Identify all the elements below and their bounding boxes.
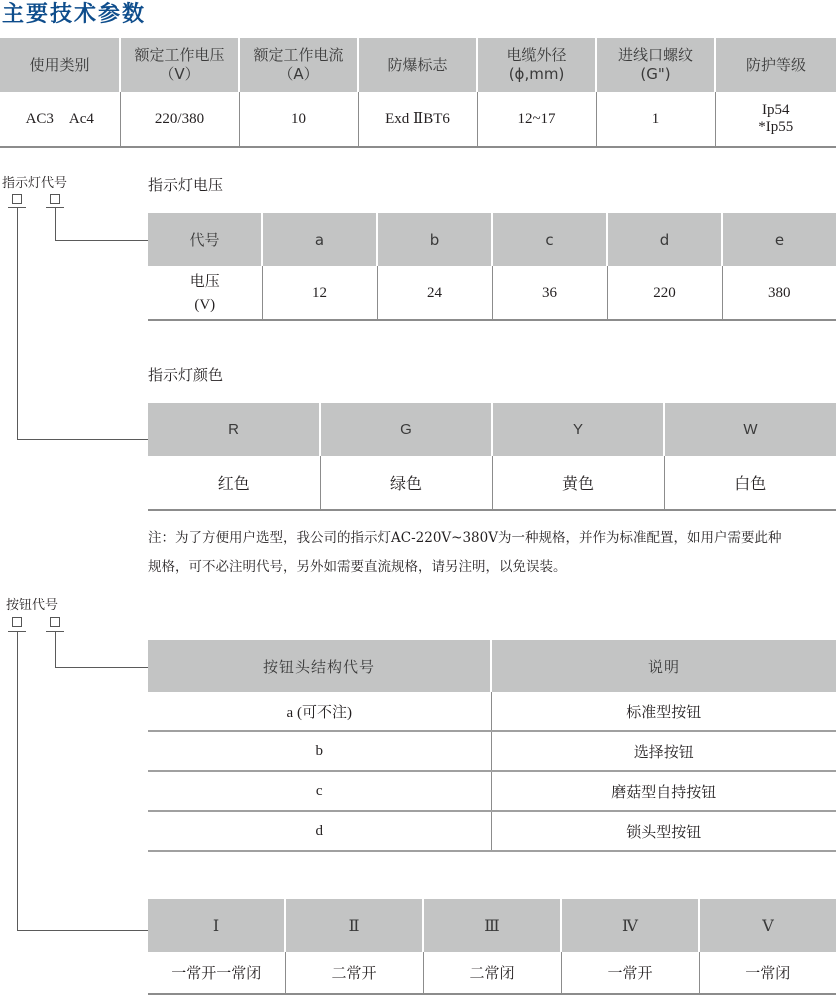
spec-header-cell: 电缆外径 (ϕ,mm) — [477, 38, 596, 92]
spec-value-cell: 220/380 — [120, 92, 239, 147]
spec-header-cell: 额定工作电压 （V） — [120, 38, 239, 92]
contact-value-cell: 二常闭 — [423, 952, 561, 994]
indicator-voltage-table — [148, 213, 836, 321]
voltage-header-row — [148, 213, 836, 266]
color-value-cell: 红色 — [148, 456, 320, 510]
spec-value-cell: 10 — [239, 92, 358, 147]
voltage-value-cell: 380 — [722, 266, 836, 320]
color-header-cell: R — [148, 403, 320, 456]
spec-value-cell: AC3 Ac4 — [0, 92, 120, 147]
indicator-color-table — [148, 403, 836, 511]
voltage-value-cell: 12 — [262, 266, 377, 320]
button-code-box-1 — [12, 617, 22, 627]
color-section-title: 指示灯颜色 — [148, 366, 224, 384]
page-title: 主要技术参数 — [2, 2, 147, 27]
indicator-note: 注：为了方便用户选型，我公司的指示灯AC-220V~380V为一种规格，并作为标准配置，如用户需要此种 规格，可不必注明代号，另外如需要直流规格，请另注明，以免误装。 — [148, 530, 782, 575]
contact-value-cell: 一常闭 — [699, 952, 836, 994]
connector-line — [17, 930, 148, 931]
button-structure-row — [148, 692, 836, 731]
contact-value-row — [148, 952, 836, 994]
color-header-cell: Y — [492, 403, 664, 456]
spec-header-row — [0, 38, 836, 92]
spec-header-cell: 防护等级 — [715, 38, 836, 92]
contact-value-cell: 一常开 — [561, 952, 699, 994]
spec-header-cell: 额定工作电流 （A） — [239, 38, 358, 92]
button-contact-table — [148, 899, 836, 995]
voltage-row-label: 电压 (V) — [148, 266, 262, 320]
spec-table — [0, 38, 836, 148]
button-structure-code: b — [148, 731, 491, 771]
connector-line — [17, 631, 18, 931]
color-value-cell: 黄色 — [492, 456, 664, 510]
connector-line — [55, 207, 56, 240]
voltage-header-cell: c — [492, 213, 607, 266]
button-structure-header-cell: 说明 — [491, 640, 836, 692]
indicator-code-label: 指示灯代号 — [2, 176, 68, 191]
button-structure-row — [148, 811, 836, 851]
color-header-cell: G — [320, 403, 492, 456]
voltage-value-cell: 36 — [492, 266, 607, 320]
spec-value-cell: 12~17 — [477, 92, 596, 147]
connector-line — [17, 439, 148, 440]
contact-header-cell: Ⅳ — [561, 899, 699, 952]
spec-header-cell: 防爆标志 — [358, 38, 477, 92]
button-structure-header-cell: 按钮头结构代号 — [148, 640, 491, 692]
connector-line — [17, 207, 18, 439]
voltage-value-cell: 24 — [377, 266, 492, 320]
voltage-header-cell: e — [722, 213, 836, 266]
spec-value-cell: Ip54 *Ip55 — [715, 92, 836, 147]
contact-header-cell: Ⅲ — [423, 899, 561, 952]
color-header-row — [148, 403, 836, 456]
button-structure-code: a (可不注) — [148, 692, 491, 731]
voltage-header-cell: a — [262, 213, 377, 266]
contact-value-cell: 二常开 — [285, 952, 423, 994]
color-value-cell: 白色 — [664, 456, 836, 510]
color-value-cell: 绿色 — [320, 456, 492, 510]
button-structure-row — [148, 731, 836, 771]
voltage-header-cell: d — [607, 213, 722, 266]
connector-line — [55, 667, 148, 668]
button-structure-header-row — [148, 640, 836, 692]
contact-header-cell: Ⅱ — [285, 899, 423, 952]
spec-header-cell: 使用类别 — [0, 38, 120, 92]
button-code-label: 按钮代号 — [6, 598, 59, 613]
voltage-header-cell: 代号 — [148, 213, 262, 266]
button-structure-row — [148, 771, 836, 811]
connector-line — [55, 631, 56, 667]
voltage-section-title: 指示灯电压 — [148, 176, 224, 194]
button-structure-code: d — [148, 811, 491, 851]
spec-value-row — [0, 92, 836, 147]
button-structure-table — [148, 640, 836, 852]
button-structure-desc: 磨菇型自持按钮 — [491, 771, 836, 811]
spec-value-cell: Exd ⅡBT6 — [358, 92, 477, 147]
voltage-value-cell: 220 — [607, 266, 722, 320]
color-value-row — [148, 456, 836, 510]
voltage-header-cell: b — [377, 213, 492, 266]
indicator-code-box-2 — [50, 194, 60, 204]
spec-header-cell: 进线口螺纹 (G") — [596, 38, 715, 92]
contact-value-cell: 一常开一常闭 — [148, 952, 285, 994]
contact-header-cell: Ⅰ — [148, 899, 285, 952]
button-structure-desc: 标准型按钮 — [491, 692, 836, 731]
button-structure-desc: 锁头型按钮 — [491, 811, 836, 851]
voltage-value-row — [148, 266, 836, 320]
button-structure-desc: 选择按钮 — [491, 731, 836, 771]
button-structure-code: c — [148, 771, 491, 811]
color-header-cell: W — [664, 403, 836, 456]
indicator-code-box-1 — [12, 194, 22, 204]
button-code-box-2 — [50, 617, 60, 627]
contact-header-row — [148, 899, 836, 952]
contact-header-cell: Ⅴ — [699, 899, 836, 952]
spec-value-cell: 1 — [596, 92, 715, 147]
connector-line — [55, 240, 148, 241]
